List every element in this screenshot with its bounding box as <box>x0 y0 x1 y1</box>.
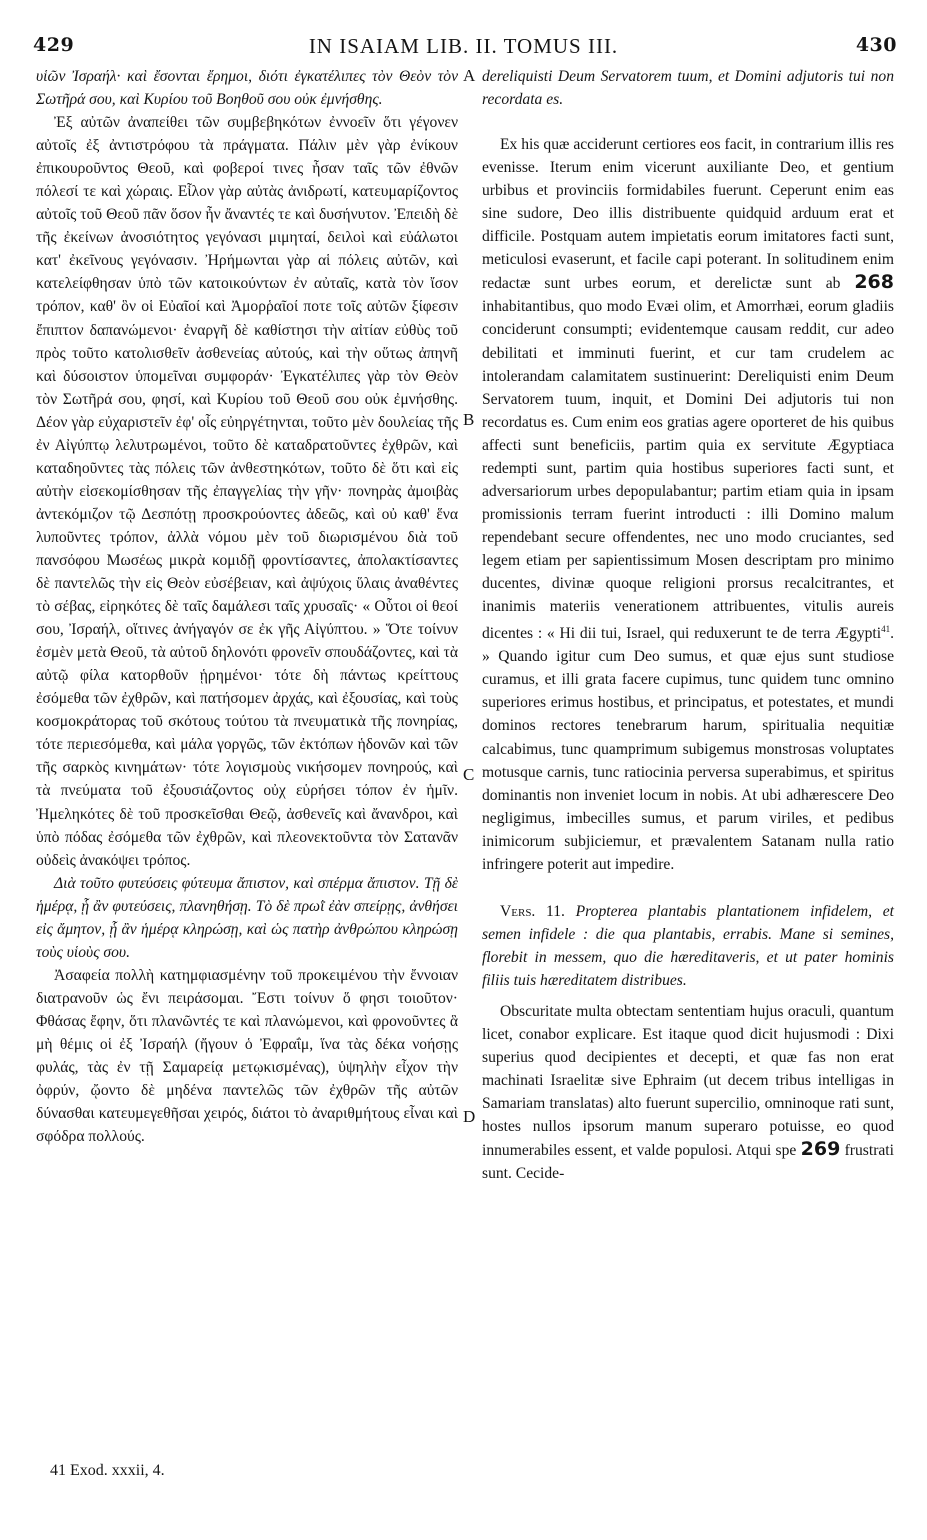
footnote-ref: 41 <box>881 624 891 635</box>
latin-commentary-1b: inhabitantibus, quo modo Evæi olim, et Amorrhæi, eorum gladiis conciderunt consumpti; evidentemque causam reddit, cur adeo debilitati et imminuti fuerint, et cur tam crudelem ac intolerandam calamitatem sustinuerint: Dereliquisti enim Deum Servatorem tuum, inquit, et Domini Dei adjutoris tui non recordatus es. Cum enim eos gratias agere oporteret de his quibus affecti sunt beneficiis, partim quia ex servitute Ægyptiaca redempti sunt, partim quia hostibus superiores facti sunt, et adversariorum urbes depopulabantur; partim etiam quia in ipsam promissionis terram fuerint introducti : illi Domino malum rependebant secure offendentes, nec uno modo cruciantes, sed legem etiam per sapientissimum Mosen descriptam pro minimo ducentes, divinæ quoque religioni prorsus recalcitrantes, et inanimis materiis venerationem attribuentes, vitulis aureis dicentes : « Hi dii tui, Israel, qui reduxerunt te de terra Ægypti <box>482 298 894 643</box>
greek-lemma-verse-11: Διὰ τοῦτο φυτεύσεις φύτευμα ἄπιστον, καὶ σπέρμα ἄπιστον. Τῇ δὲ ἡμέρᾳ, ᾗ ἂν φυτεύσεις, πλανηθήσῃ. Τὸ δὲ πρωῒ ἐὰν σπείρῃς, ἀνθήσει εἰς ἄμητον, ᾗ ἂν ἡμέρᾳ κληρώσῃ, καὶ ὡς πατὴρ ἀνθρώπου κληρώσῃ τοὺς υἱοὺς σου. <box>36 874 458 961</box>
column-number-269: 269 <box>800 1138 841 1161</box>
latin-lemma-verse-11 <box>482 900 894 992</box>
verse-label: Vers. 11. <box>500 902 565 920</box>
margin-letter-b: B <box>463 410 475 429</box>
margin-letter-a: A <box>463 66 476 85</box>
latin-commentary-1a: Ex his quæ acciderunt certiores eos facit, in contrarium illis res evenisse. Iterum enim vicerunt auxiliante Deo, et gentium urbibus et provinciis formidabiles fuerunt. Ceperunt enim eas sine sudore, Deo illis distribuente quidquid arduum erat et difficile. Postquam autem impietatis eorum imitatores facti sunt, meticulosi evaserunt, et facile capi poterant. In solitudinem enim redactæ sunt urbes eorum, et derelictæ sunt ab <box>482 136 894 293</box>
footnote: 41 Exod. xxxii, 4. <box>50 1462 165 1479</box>
latin-column <box>482 65 894 1185</box>
latin-commentary-1 <box>482 133 894 876</box>
latin-commentary-1c: . » Quando igitur cum Deo sumus, et quæ ejus sunt studiose curamus, et illi grata facere cupimus, tunc quidem tunc omnino superiores erimus hostibus, et principatus, et potestates, et mundi dominos rectores tenebrarum harum, spiritualia nequitiæ calcabimus, tunc quamprimum subigemus monstrosas voluptates motusque carnis, tunc ratiocinia perversa superabimus, et spiritus dominantis non inveniet locum in nobis. At ubi adhærescere Deo negligimus, imbecilles sumus, et parum viriles, et pedibus inimicorum subjiciemur, et prævalentem Satanam nulla ratio infringere poterit aut impedire. <box>482 625 894 873</box>
latin-commentary-2 <box>482 1000 894 1185</box>
column-number-268: 268 <box>854 271 894 294</box>
running-title: IN ISAIAM LIB. II. TOMUS III. <box>308 34 619 58</box>
greek-commentary-1: Ἐξ αὐτῶν ἀναπείθει τῶν συμβεβηκότων ἐννοεῖν ὅτι γέγονεν αὐτοῖς ἐξ ἀντιστρόφου τὰ πράγματα. Πάλιν μὲν γὰρ ἐνίκουν ἐπικουροῦντος Θεοῦ, καὶ φοβεροί τινες ἦσαν ταῖς τῶν ἐθνῶν πόλεσί τε καὶ χώραις. Εἷλον γὰρ αὐτὰς ἀνιδρωτί, κατευμαρίζοντος αὐτοῖς τοῦ Θεοῦ πᾶν ὅσον ἦν ἄναντές τε καὶ δυσήνυτον. Ἐπειδὴ δὲ τῆς ἐκείνων ἀνοσιότητος γεγόνασι μιμηταί, δειλοὶ καὶ εὐάλωτοι κατ' ἐκεῖνους γεγόνασιν. Ἠρήμωνται γὰρ αἱ πόλεις αὐτῶν, καὶ κατελείφθησαν ὑπὸ τῶν κατοικούντων ἐν αὐταῖς, κατὰ τὸν ἴσον τρόπον, καθ' ὃν οἱ Εὐαῖοί καὶ Ἀμορῥαῖοί ποτε τοῖς αὐτῶν ξίφεσιν ἔπιπτον δαπανώμενοι· ἐναργῆ δὲ καθίστησι τὴν αἰτίαν εὐθὺς τοῦ πρὸς τοῦτο κατολισθεῖν ἀσθενείας αὐτούς, καὶ τὴν οὕτως ἀπηνῆ καὶ δύσοιστον ὑπομεῖναι συμφοράν· Ἐγκατέλιπες γὰρ τὸν Θεὸν τὸν Σωτῆρά σου, φησί, καὶ Κυρίου τοῦ Θεοῦ σου οὐκ ἐμνήσθης. Δέον γὰρ εὐχαριστεῖν ἐφ' οἷς εὐηργέτηνται, τοῦτο μὲν δουλείας τῆς ἐν Αἰγύπτῳ λελυτρωμένοι, τοῦτο δὲ καταδρατοῦντες ἐχθρῶν, καὶ καταδηοῦντες τὰς πόλεις τῶν ἀνθεστηκότων, τοῦτο δὲ ὅτι καὶ εἰς αὐτὴν εἰσεκομίσθησαν τῆς ἐπαγγελίας τὴν γῆν· πονηρὰς ἀμοιβὰς ἀντεκόμιζον τῷ Δεσπότῃ προσκρούοντες ἀδεῶς, καὶ οὐ καθ' ἕνα λυποῦντες τρόπον, ἀλλὰ νόμου μὲν τοῦ διωρισμένου διὰ τοῦ πανσόφου Μωσέως μικρὰ κομιδῇ φροντίσαντες, ἀπολακτίσαντες δὲ παντελῶς τὴν εἰς Θεὸν εὐσέβειαν, καὶ ἀψύχοις ὕλαις ἀναθέντες τὸ σέβας, εἰρηκότες δὲ ταῖς δαμάλεσι ταῖς χρυσαῖς· « Οὗτοι οἱ θεοί σου, Ἰσραήλ, οἵτινες ἀνήγαγόν σε ἐκ γῆς Αἰγύπτου. » Ὅτε τοίνυν ἐσμὲν μετὰ Θεοῦ, τὰ αὐτοῦ δηλονότι φρονεῖν σπουδάζοντες, καὶ τὰ αὐτῷ φίλα κατορθοῦν ᾑρημένοι· τότε δὴ πάντως κρείττους ἐσόμεθα τῶν ἐχθρῶν, καὶ πατήσομεν ἀρχάς, καὶ ἐξουσίας, καὶ τοὺς κοσμοκράτορας τοῦ σκότους τούτου τὰ πνευματικὰ τῆς πονηρίας, τότε περιεσόμεθα, καὶ μάλα γοργῶς, τῶν ἐκτόπων ἡδονῶν καὶ τῶν τῆς σαρκὸς κινημάτων· τότε λογισμοὺς νικήσομεν πονηρούς, καὶ τὰ πνεύματα τοῦ ἐξουσιάζοντος οὐχ εὑρήσει τόπον ἐν ἡμῖν. Ἠμεληκότες δὲ τοῦ προσκεῖσθαι Θεῷ, ἀσθενεῖς καὶ ἄνανδροι, καὶ ὑπὸ πόδας ἐσόμεθα τῶν ἐχθρῶν, καὶ πλεονεκτοῦντα τὸν Σατανᾶν οὐδεὶς ἀνακόψει τρόπος. <box>36 114 458 869</box>
page-header <box>0 0 927 60</box>
margin-letter-d: D <box>463 1107 476 1126</box>
page-number-left: 429 <box>33 34 75 56</box>
latin-commentary-2a: Obscuritate multa obtectam sententiam hujus oraculi, quantum licet, conabor explicare. Est itaque quod dicit hujusmodi : Dixi superius quod decipientes et decepti, et quæ fas non erat machinati Israelitæ sive Ephraim (ut decem tribus intelligas in Samariam translatas) alto fuerunt supercilio, omninoque rati sunt, hostes nullos ipsorum manum superaro potuisse, eo quod innumerabiles essent, et valde populosi. Atqui spe <box>482 1002 894 1160</box>
greek-column <box>36 65 458 1148</box>
greek-lemma-continued: υἱῶν Ἰσραήλ· καὶ ἔσονται ἔρημοι, διότι ἐγκατέλιπες τὸν Θεὸν τὸν Σωτῆρά σου, καὶ Κυρίου τοῦ Βοηθοῦ σου οὐκ ἐμνήσθης. <box>36 68 458 109</box>
latin-commentary-2b: frustrati sunt. Cecide- <box>482 1142 894 1183</box>
latin-lemma-continued: dereliquisti Deum Servatorem tuum, et Domini adjutoris tui non recordata es. <box>482 68 894 109</box>
margin-letter-c: C <box>463 765 475 784</box>
greek-commentary-2: Ἀσαφεία πολλὴ κατημφιασμένην τοῦ προκειμένου τὴν ἔννοιαν διατρανοῦν ὡς ἔνι πειράσομαι. Ἔστι τοίνυν ὅ φησι τοιοῦτον· Φθάσας ἔφην, ὅτι πλανῶντές τε καὶ πλανώμενοι, καὶ φρονοῦντες ἃ μὴ θέμις οἱ ἐξ Ἰσραήλ (ἤγουν ὁ Ἐφραΐμ, ἵνα τὰς δέκα νοήσῃς φυλάς, τὰς ἐν τῇ Σαμαρείᾳ μετῳκισμένας), ὑψηλὴν εἶχον τὴν ὀφρύν, ᾤοντο δὲ μηδένα παντελῶς τῶν ἐχθρῶν τῆς αὐτῶν δύνασθαι κατευμεγεθῆσαι χειρός, διάτοι τὸ ἀναριθμήτους εἶναι καὶ σφόδρα πολλούς. <box>36 966 458 1146</box>
page-number-right: 430 <box>855 34 897 56</box>
verse-text: Propterea plantabis plantationem infidelem, et semen infidele : die qua plantabis, errabis. Mane si semines, florebit in messem, quo die hæreditaveris, et ut pater hominis filiis tuis hæreditatem distribues. <box>482 902 894 989</box>
